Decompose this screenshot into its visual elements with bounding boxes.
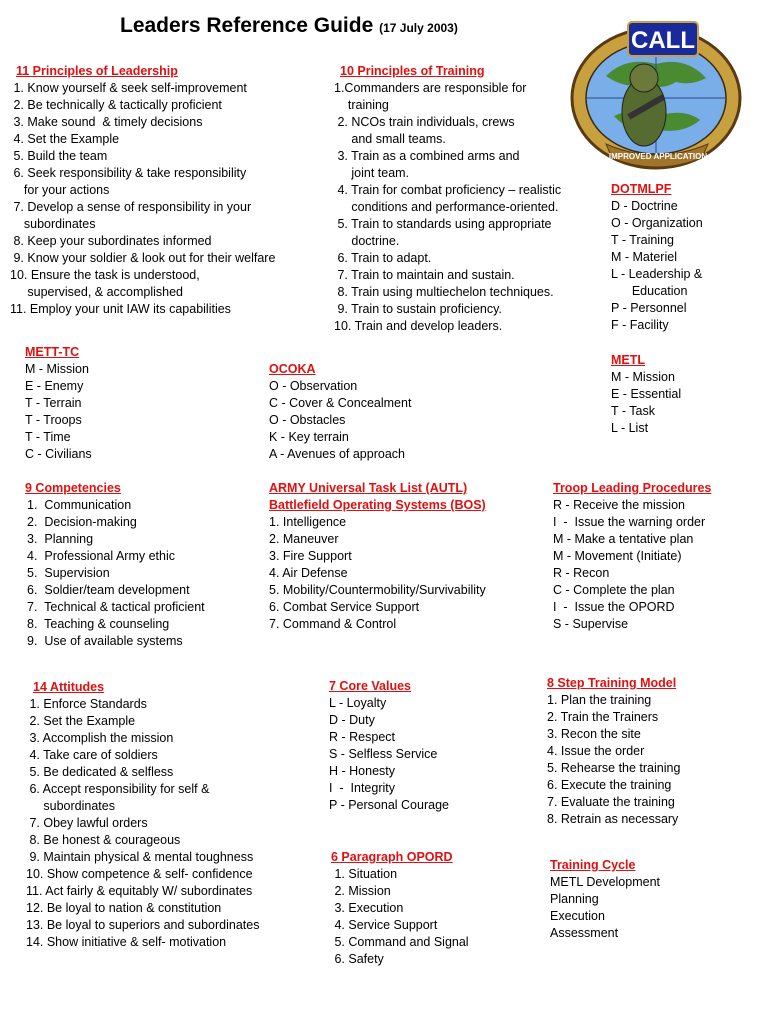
list-item: METL Development [550,875,660,889]
list-item: 7. Train to maintain and sustain. [334,268,515,282]
list-item: C - Complete the plan [553,583,675,597]
list-item: S - Selfless Service [329,747,438,761]
list-item: subordinates [26,799,115,813]
list-item: L - Leadership & [611,267,703,281]
list-item: 3. Make sound & timely decisions [10,115,203,129]
section-heading: METL [611,353,646,367]
list-item: 6. Execute the training [547,778,672,792]
list-item: 2. Decision-making [27,515,137,529]
list-item: 4. Set the Example [10,132,120,146]
list-item: T - Training [611,233,674,247]
list-item: for your actions [10,183,110,197]
list-item: M - Mission [611,370,675,384]
attitudes-list [26,696,259,951]
list-item: 4. Service Support [331,918,438,932]
training-cycle-list [550,874,660,942]
list-item: L - List [611,421,649,435]
list-item: F - Facility [611,318,669,332]
list-item: Planning [550,892,599,906]
list-item: M - Movement (Initiate) [553,549,682,563]
list-item: 8. Keep your subordinates informed [10,234,212,248]
section-heading: Troop Leading Procedures [553,481,712,495]
list-item: 6. Safety [331,952,384,966]
list-item: 5. Supervision [27,566,110,580]
list-item: I - Issue the warning order [553,515,706,529]
section-mettc [25,344,92,463]
title-text: Leaders Reference Guide [120,14,374,37]
list-item: M - Make a tentative plan [553,532,694,546]
section-core-values [329,678,449,814]
list-item: doctrine. [334,234,400,248]
list-item: O - Obstacles [269,413,346,427]
troop-leading-list [553,497,711,633]
list-item: 2. Be technically & tactically proficient [10,98,222,112]
list-item: O - Organization [611,216,703,230]
autl-list [269,514,486,633]
list-item: 6. Soldier/team development [27,583,190,597]
section-heading: 10 Principles of Training [340,64,485,78]
list-item: 6. Train to adapt. [334,251,432,265]
section-heading: OCOKA [269,362,316,376]
list-item: 7. Develop a sense of responsibility in your [10,200,252,214]
list-item: T - Terrain [25,396,82,410]
list-item: I - Integrity [329,781,395,795]
section-heading: 6 Paragraph OPORD [331,850,453,864]
list-item: T - Task [611,404,655,418]
list-item: 9. Know your soldier & look out for their welfare [10,251,276,265]
section-opord [331,849,469,968]
list-item: R - Receive the mission [553,498,685,512]
list-item: 9. Train to sustain proficiency. [334,302,502,316]
list-item: subordinates [10,217,96,231]
list-item: 10. Ensure the task is understood, [10,268,200,282]
section-heading-autl: ARMY Universal Task List (AUTL) [269,481,468,495]
call-logo [566,16,746,181]
list-item: M - Mission [25,362,89,376]
section-eight-step [547,675,680,828]
competencies-list [25,497,205,650]
list-item: 5. Build the team [10,149,108,163]
list-item: 3. Fire Support [269,549,352,563]
list-item: 7. Obey lawful orders [26,816,148,830]
list-item: 5. Rehearse the training [547,761,681,775]
list-item: 2. Train the Trainers [547,710,659,724]
section-heading: 9 Competencies [25,481,121,495]
list-item: P - Personal Courage [329,798,449,812]
list-item: 13. Be loyal to superiors and subordinates [26,918,260,932]
list-item: 7. Evaluate the training [547,795,675,809]
core-values-list [329,695,449,814]
section-training-principles [334,63,561,335]
section-heading: DOTMLPF [611,182,672,196]
section-ocoka [269,361,411,463]
list-item: C - Civilians [25,447,92,461]
title-date: (17 July 2003) [379,21,458,35]
section-heading: Training Cycle [550,858,636,872]
list-item: S - Supervise [553,617,629,631]
list-item: 8. Be honest & courageous [26,833,181,847]
section-training-cycle [550,857,660,942]
list-item: 4. Professional Army ethic [27,549,175,563]
list-item: 10. Train and develop leaders. [334,319,503,333]
list-item: 4. Train for combat proficiency – realistic [334,183,562,197]
list-item: 1. Communication [27,498,132,512]
section-metl [611,352,681,437]
metl-list [611,369,681,437]
logo-banner-text: IMPROVED APPLICATION [608,152,708,161]
list-item: 2. Maneuver [269,532,339,546]
list-item: Assessment [550,926,619,940]
eight-step-list [547,692,680,828]
page-title [120,14,458,40]
list-item: 1. Intelligence [269,515,347,529]
list-item: 6. Seek responsibility & take responsibility [10,166,247,180]
list-item: A - Avenues of approach [269,447,405,461]
list-item: E - Enemy [25,379,84,393]
list-item: 5. Train to standards using appropriate [334,217,552,231]
list-item: 2. Set the Example [26,714,136,728]
list-item: Education [611,284,688,298]
list-item: 6. Accept responsibility for self & [26,782,210,796]
section-leadership-principles [10,63,275,318]
list-item: 3. Accomplish the mission [26,731,174,745]
list-item: 4. Air Defense [269,566,348,580]
list-item: 7. Command & Control [269,617,397,631]
list-item: Execution [550,909,605,923]
list-item: I - Issue the OPORD [553,600,675,614]
list-item: supervised, & accomplished [10,285,183,299]
list-item: O - Observation [269,379,358,393]
section-heading: 11 Principles of Leadership [16,64,178,78]
list-item: 2. NCOs train individuals, crews [334,115,515,129]
dotmlpf-list [611,198,703,334]
list-item: 7. Technical & tactical proficient [27,600,205,614]
list-item: 3. Train as a combined arms and [334,149,520,163]
list-item: conditions and performance-oriented. [334,200,559,214]
section-heading: METT-TC [25,345,80,359]
list-item: 4. Take care of soldiers [26,748,158,762]
list-item: 8. Teaching & counseling [27,617,170,631]
list-item: M - Materiel [611,250,677,264]
list-item: 1. Know yourself & seek self-improvement [10,81,247,95]
list-item: 1.Commanders are responsible for [334,81,527,95]
list-item: T - Troops [25,413,82,427]
list-item: 1. Plan the training [547,693,652,707]
section-heading-bos: Battlefield Operating Systems (BOS) [269,498,486,512]
list-item: 8. Train using multiechelon techniques. [334,285,554,299]
list-item: R - Respect [329,730,395,744]
list-item: R - Recon [553,566,610,580]
list-item: T - Time [25,430,71,444]
list-item: K - Key terrain [269,430,349,444]
list-item: 6. Combat Service Support [269,600,420,614]
section-autl [269,480,486,633]
list-item: L - Loyalty [329,696,387,710]
ocoka-list [269,378,411,463]
list-item: 5. Command and Signal [331,935,469,949]
section-troop-leading [553,480,711,633]
list-item: 5. Be dedicated & selfless [26,765,174,779]
logo-main-text: CALL [631,27,695,54]
list-item: 9. Use of available systems [27,634,183,648]
section-attitudes [26,679,259,951]
list-item: 3. Recon the site [547,727,641,741]
list-item: 3. Planning [27,532,94,546]
list-item: training [334,98,389,112]
training-principles-list [334,80,561,335]
list-item: P - Personnel [611,301,687,315]
list-item: 1. Enforce Standards [26,697,147,711]
list-item: joint team. [334,166,410,180]
list-item: E - Essential [611,387,682,401]
list-item: D - Doctrine [611,199,678,213]
list-item: 8. Retrain as necessary [547,812,679,826]
list-item: 1. Situation [331,867,398,881]
list-item: 11. Employ your unit IAW its capabilities [10,302,231,316]
section-heading: 7 Core Values [329,679,411,693]
list-item: and small teams. [334,132,446,146]
list-item: 14. Show initiative & self- motivation [26,935,227,949]
list-item: 10. Show competence & self- confidence [26,867,253,881]
leadership-principles-list [10,80,275,318]
opord-list [331,866,469,968]
list-item: D - Duty [329,713,375,727]
list-item: 5. Mobility/Countermobility/Survivability [269,583,486,597]
list-item: 2. Mission [331,884,391,898]
list-item: H - Honesty [329,764,395,778]
list-item: 11. Act fairly & equitably W/ subordinates [26,884,253,898]
list-item: C - Cover & Concealment [269,396,412,410]
list-item: 12. Be loyal to nation & constitution [26,901,222,915]
section-heading: 8 Step Training Model [547,676,677,690]
section-dotmlpf [611,181,703,334]
list-item: 4. Issue the order [547,744,645,758]
mettc-list [25,361,92,463]
list-item: 3. Execution [331,901,404,915]
list-item: 9. Maintain physical & mental toughness [26,850,254,864]
section-heading: 14 Attitudes [33,680,105,694]
section-competencies [25,480,205,650]
